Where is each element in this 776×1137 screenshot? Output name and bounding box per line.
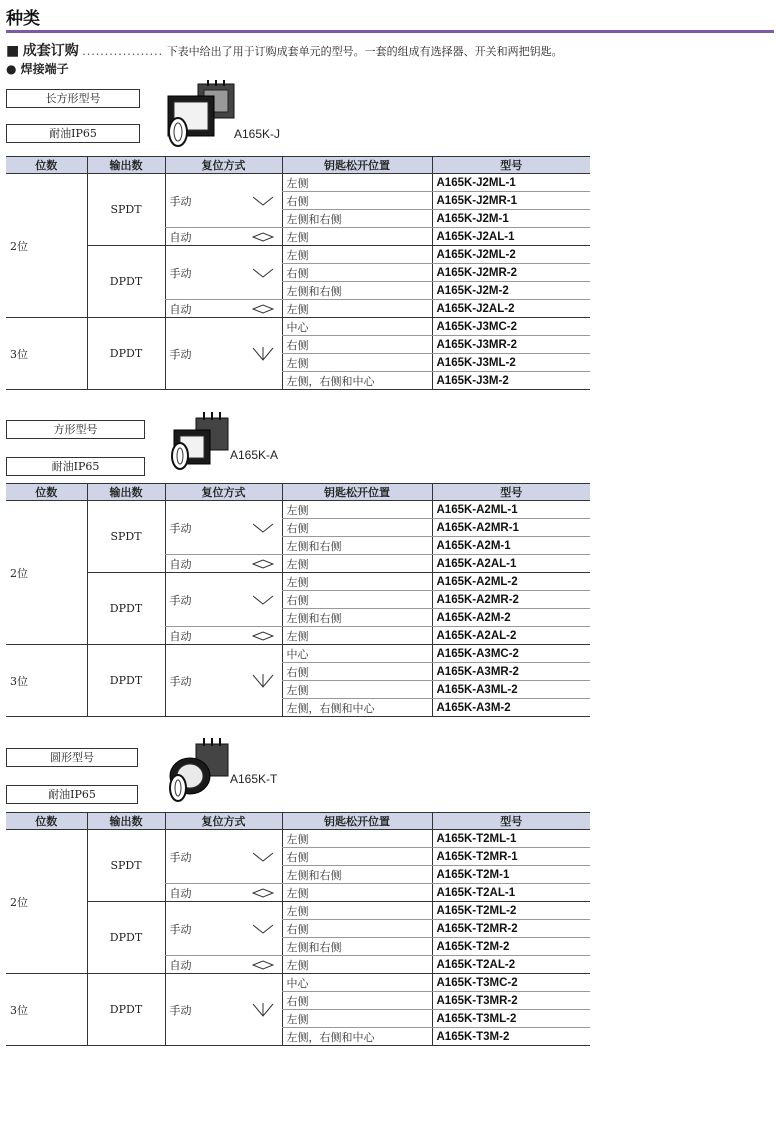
reset-cell (165, 956, 282, 974)
round-switch-image (162, 738, 234, 808)
ip-label-box: 耐油IP65 (6, 124, 140, 143)
model-cell: A165K-T3MR-2 (432, 992, 590, 1010)
model-cell: A165K-T2AL-1 (432, 884, 590, 902)
key-release-cell: 右侧 (282, 848, 432, 866)
header-key-release: 钥匙松开位置 (282, 813, 432, 830)
auto-reset-icon (252, 304, 274, 314)
model-cell: A165K-J2AL-1 (432, 228, 590, 246)
positions-cell: 2位 (6, 830, 87, 974)
reset-label: 手动 (169, 922, 192, 936)
three-position-manual-icon (252, 347, 274, 361)
key-release-cell: 左侧 (282, 174, 432, 192)
key-release-cell: 左侧和右侧 (282, 609, 432, 627)
reset-label: 手动 (169, 850, 192, 864)
reset-label: 自动 (169, 557, 192, 571)
key-release-cell: 左侧，右侧和中心 (282, 699, 432, 717)
reset-cell (165, 884, 282, 902)
key-release-cell: 中心 (282, 318, 432, 336)
outputs-cell: SPDT (87, 174, 165, 246)
key-release-cell: 右侧 (282, 192, 432, 210)
positions-cell: 3位 (6, 318, 87, 390)
square-switch-image (164, 410, 234, 478)
header-reset: 复位方式 (165, 484, 282, 501)
ip-label-box: 耐油IP65 (6, 785, 138, 804)
model-cell: A165K-T3ML-2 (432, 1010, 590, 1028)
table-header-row (6, 813, 590, 830)
manual-reset-icon (252, 852, 274, 862)
model-cell: A165K-A2MR-1 (432, 519, 590, 537)
reset-cell (165, 902, 282, 956)
three-position-manual-icon (252, 1003, 274, 1017)
positions-cell: 2位 (6, 174, 87, 318)
auto-reset-icon (252, 960, 274, 970)
key-release-cell: 右侧 (282, 591, 432, 609)
table-row (6, 902, 590, 920)
model-cell: A165K-T2AL-2 (432, 956, 590, 974)
reset-label: 手动 (169, 521, 192, 535)
switch-model-name: A165K-T (230, 772, 278, 786)
key-release-cell: 左侧，右侧和中心 (282, 1028, 432, 1046)
key-release-cell: 左侧 (282, 354, 432, 372)
model-cell: A165K-A3M-2 (432, 699, 590, 717)
rectangular-switch-image (158, 80, 240, 152)
outputs-cell: DPDT (87, 645, 165, 717)
model-cell: A165K-A3MC-2 (432, 645, 590, 663)
table-row (6, 318, 590, 336)
key-release-cell: 左侧 (282, 1010, 432, 1028)
table-row (6, 174, 590, 192)
auto-reset-icon (252, 631, 274, 641)
key-release-cell: 左侧 (282, 573, 432, 591)
reset-label: 手动 (169, 1003, 192, 1017)
page-title: 种类 (6, 9, 40, 29)
manual-reset-icon (252, 268, 274, 278)
model-cell: A165K-A2M-1 (432, 537, 590, 555)
header-outputs: 输出数 (87, 484, 165, 501)
reset-label: 手动 (169, 347, 192, 361)
manual-reset-icon (252, 924, 274, 934)
reset-label: 自动 (169, 230, 192, 244)
model-cell: A165K-J2ML-2 (432, 246, 590, 264)
reset-cell (165, 645, 282, 717)
table-row (6, 830, 590, 848)
model-cell: A165K-J2MR-2 (432, 264, 590, 282)
key-release-cell: 左侧和右侧 (282, 537, 432, 555)
outputs-cell: DPDT (87, 974, 165, 1046)
model-cell: A165K-A2MR-2 (432, 591, 590, 609)
key-release-cell: 右侧 (282, 992, 432, 1010)
key-release-cell: 左侧，右侧和中心 (282, 372, 432, 390)
table-row (6, 246, 590, 264)
positions-cell: 3位 (6, 974, 87, 1046)
switch-model-name: A165K-J (234, 127, 281, 141)
key-release-cell: 右侧 (282, 920, 432, 938)
manual-reset-icon (252, 523, 274, 533)
key-release-cell: 左侧和右侧 (282, 282, 432, 300)
table-row (6, 573, 590, 591)
header-reset: 复位方式 (165, 157, 282, 174)
header-positions: 位数 (6, 484, 87, 501)
key-release-cell: 中心 (282, 974, 432, 992)
model-cell: A165K-J3MC-2 (432, 318, 590, 336)
model-cell: A165K-J3MR-2 (432, 336, 590, 354)
section-description: 下表中给出了用于订购成套单元的型号。一套的组成有选择器、开关和两把钥匙。 (166, 45, 563, 58)
model-cell: A165K-J2ML-1 (432, 174, 590, 192)
positions-cell: 2位 (6, 501, 87, 645)
header-outputs: 输出数 (87, 813, 165, 830)
key-release-cell: 左侧和右侧 (282, 210, 432, 228)
reset-label: 手动 (169, 593, 192, 607)
outputs-cell: DPDT (87, 573, 165, 645)
model-cell: A165K-J3ML-2 (432, 354, 590, 372)
key-release-cell: 左侧和右侧 (282, 938, 432, 956)
key-release-cell: 左侧 (282, 627, 432, 645)
spec-table-round (6, 812, 590, 1046)
reset-cell (165, 627, 282, 645)
header-reset: 复位方式 (165, 813, 282, 830)
reset-cell (165, 830, 282, 884)
key-release-cell: 左侧 (282, 681, 432, 699)
key-release-cell: 右侧 (282, 264, 432, 282)
switch-model-name: A165K-A (230, 448, 279, 462)
outputs-cell: DPDT (87, 902, 165, 974)
model-cell: A165K-A2M-2 (432, 609, 590, 627)
model-cell: A165K-A2AL-1 (432, 555, 590, 573)
key-release-cell: 左侧 (282, 246, 432, 264)
table-row (6, 645, 590, 663)
reset-cell (165, 246, 282, 300)
model-cell: A165K-T3M-2 (432, 1028, 590, 1046)
section-heading (6, 40, 563, 60)
header-model: 型号 (432, 484, 590, 501)
reset-label: 手动 (169, 266, 192, 280)
model-cell: A165K-A2ML-2 (432, 573, 590, 591)
model-cell: A165K-A2AL-2 (432, 627, 590, 645)
three-position-manual-icon (252, 674, 274, 688)
auto-reset-icon (252, 559, 274, 569)
manual-reset-icon (252, 196, 274, 206)
reset-cell (165, 228, 282, 246)
key-release-cell: 右侧 (282, 336, 432, 354)
shape-label-box: 圆形型号 (6, 748, 138, 767)
section-heading-text: 成套订购 (22, 43, 79, 59)
key-release-cell: 左侧 (282, 555, 432, 573)
spec-table-rectangular (6, 156, 590, 390)
outputs-cell: DPDT (87, 318, 165, 390)
ip-label-box: 耐油IP65 (6, 457, 145, 476)
key-release-cell: 左侧 (282, 902, 432, 920)
model-cell: A165K-J2M-2 (432, 282, 590, 300)
model-cell: A165K-A3MR-2 (432, 663, 590, 681)
reset-label: 自动 (169, 958, 192, 972)
table-header-row (6, 157, 590, 174)
model-cell: A165K-T2MR-2 (432, 920, 590, 938)
reset-label: 自动 (169, 886, 192, 900)
auto-reset-icon (252, 232, 274, 242)
header-key-release: 钥匙松开位置 (282, 484, 432, 501)
header-key-release: 钥匙松开位置 (282, 157, 432, 174)
reset-cell (165, 174, 282, 228)
model-cell: A165K-T2M-1 (432, 866, 590, 884)
outputs-cell: SPDT (87, 501, 165, 573)
key-release-cell: 右侧 (282, 519, 432, 537)
reset-cell (165, 318, 282, 390)
model-cell: A165K-J2MR-1 (432, 192, 590, 210)
model-cell: A165K-T2ML-2 (432, 902, 590, 920)
model-cell: A165K-T2ML-1 (432, 830, 590, 848)
model-cell: A165K-T3MC-2 (432, 974, 590, 992)
reset-cell (165, 555, 282, 573)
header-positions: 位数 (6, 813, 87, 830)
table-row (6, 974, 590, 992)
table-row (6, 501, 590, 519)
outputs-cell: DPDT (87, 246, 165, 318)
shape-label-box: 方形型号 (6, 420, 145, 439)
manual-reset-icon (252, 595, 274, 605)
key-release-cell: 左侧 (282, 228, 432, 246)
header-model: 型号 (432, 157, 590, 174)
reset-cell (165, 573, 282, 627)
key-release-cell: 中心 (282, 645, 432, 663)
page-title-bar (6, 4, 774, 33)
model-cell: A165K-J2M-1 (432, 210, 590, 228)
key-release-cell: 左侧 (282, 884, 432, 902)
shape-label-box: 长方形型号 (6, 89, 140, 108)
positions-cell: 3位 (6, 645, 87, 717)
model-cell: A165K-J3M-2 (432, 372, 590, 390)
reset-label: 自动 (169, 302, 192, 316)
key-release-cell: 左侧 (282, 501, 432, 519)
table-header-row (6, 484, 590, 501)
spec-table-square (6, 483, 590, 717)
auto-reset-icon (252, 888, 274, 898)
outputs-cell: SPDT (87, 830, 165, 902)
model-cell: A165K-T2M-2 (432, 938, 590, 956)
key-release-cell: 左侧 (282, 830, 432, 848)
key-release-cell: 左侧 (282, 300, 432, 318)
header-outputs: 输出数 (87, 157, 165, 174)
section-bullet: ■ (6, 43, 20, 59)
key-release-cell: 左侧 (282, 956, 432, 974)
key-release-cell: 右侧 (282, 663, 432, 681)
model-cell: A165K-J2AL-2 (432, 300, 590, 318)
model-cell: A165K-A2ML-1 (432, 501, 590, 519)
reset-cell (165, 300, 282, 318)
model-cell: A165K-T2MR-1 (432, 848, 590, 866)
reset-cell (165, 974, 282, 1046)
reset-label: 手动 (169, 674, 192, 688)
subsection-heading: ● 焊接端子 (6, 62, 69, 76)
reset-cell (165, 501, 282, 555)
header-model: 型号 (432, 813, 590, 830)
reset-label: 自动 (169, 629, 192, 643)
header-positions: 位数 (6, 157, 87, 174)
reset-label: 手动 (169, 194, 192, 208)
section-dots: .................. (82, 45, 164, 58)
model-cell: A165K-A3ML-2 (432, 681, 590, 699)
key-release-cell: 左侧和右侧 (282, 866, 432, 884)
